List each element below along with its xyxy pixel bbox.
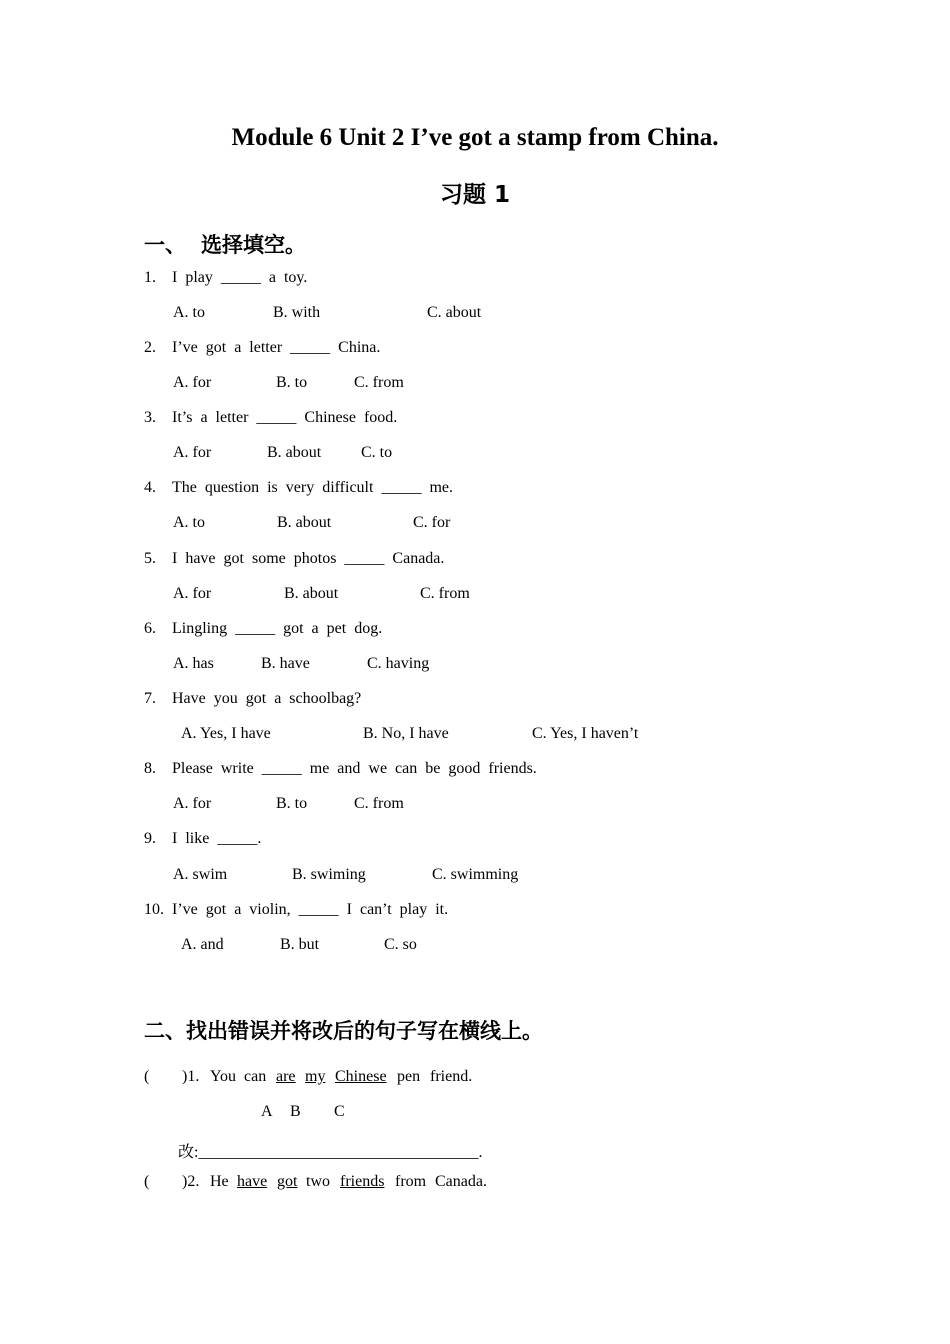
question-text: It’s a letter _____ Chinese food.: [172, 409, 398, 426]
word: from: [395, 1173, 427, 1190]
option-a: A. for: [173, 585, 212, 602]
question-text: I’ve got a violin, _____ I can’t play it.: [172, 901, 449, 918]
underlined-word-a: have: [237, 1173, 268, 1190]
question-text: Please write _____ me and we can be good friends.: [172, 760, 537, 777]
option-a: A. to: [173, 304, 205, 321]
question-number: 7.: [144, 690, 156, 707]
question-text: I have got some photos _____ Canada.: [172, 550, 445, 567]
word: Canada.: [435, 1173, 487, 1190]
question-text: I like _____.: [172, 830, 262, 847]
option-b: B. to: [276, 374, 308, 391]
underlined-word-c: friends: [340, 1173, 385, 1190]
section2-heading: 二、找出错误并将改后的句子写在横线上。: [144, 1019, 543, 1043]
word: can: [244, 1068, 267, 1085]
option-b: B. swiming: [292, 866, 366, 883]
answer-paren-open: (: [144, 1173, 150, 1190]
question-number: 3.: [144, 409, 156, 426]
question-text: I’ve got a letter _____ China.: [172, 339, 381, 356]
word: two: [306, 1173, 330, 1190]
option-b: B. but: [280, 936, 320, 953]
question-number: 2.: [144, 339, 156, 356]
option-a: A. Yes, I have: [181, 725, 271, 742]
underlined-word-b: my: [305, 1068, 326, 1085]
option-c: C. from: [354, 795, 404, 812]
section1-heading: 选择填空。: [201, 233, 306, 257]
option-c: C. from: [354, 374, 404, 391]
option-c: C. swimming: [432, 866, 519, 883]
underlined-word-c: Chinese: [335, 1068, 387, 1085]
option-a: A. for: [173, 374, 212, 391]
option-c: C. so: [384, 936, 417, 953]
item-number: )2.: [182, 1173, 200, 1190]
option-a: A. to: [173, 514, 205, 531]
option-b: B. about: [284, 585, 339, 602]
option-a: A. for: [173, 795, 212, 812]
underlined-word-a: are: [276, 1068, 296, 1085]
item-number: )1.: [182, 1068, 200, 1085]
option-b: B. No, I have: [363, 725, 449, 742]
word: friend.: [430, 1068, 473, 1085]
word: You: [210, 1068, 236, 1085]
option-c: C. to: [361, 444, 393, 461]
option-a: A. for: [173, 444, 212, 461]
option-c: C. about: [427, 304, 482, 321]
option-a: A. and: [181, 936, 224, 953]
question-number: 10.: [144, 901, 164, 918]
word: pen: [397, 1068, 421, 1085]
option-c: C. from: [420, 585, 470, 602]
option-a: A. has: [173, 655, 214, 672]
underlined-word-b: got: [277, 1173, 298, 1190]
option-a: A. swim: [173, 866, 228, 883]
question-text: I play _____ a toy.: [172, 269, 308, 286]
option-c: C. for: [413, 514, 451, 531]
question-number: 4.: [144, 479, 156, 496]
option-b: B. about: [277, 514, 332, 531]
question-number: 9.: [144, 830, 156, 847]
correction-line: 改:___________________________________.: [178, 1144, 483, 1161]
question-number: 5.: [144, 550, 156, 567]
option-b: B. to: [276, 795, 308, 812]
option-c: C. having: [367, 655, 430, 672]
word: He: [210, 1173, 229, 1190]
question-number: 6.: [144, 620, 156, 637]
option-c: C. Yes, I haven’t: [532, 725, 639, 742]
page-subtitle: 习题 1: [439, 182, 510, 208]
question-text: Lingling _____ got a pet dog.: [172, 620, 383, 637]
option-b: B. have: [261, 655, 310, 672]
label-a: A: [261, 1103, 273, 1120]
option-b: B. about: [267, 444, 322, 461]
question-number: 1.: [144, 269, 156, 286]
label-c: C: [334, 1103, 345, 1120]
question-text: The question is very difficult _____ me.: [172, 479, 453, 496]
label-b: B: [290, 1103, 301, 1120]
question-number: 8.: [144, 760, 156, 777]
page-title: Module 6 Unit 2 I’ve got a stamp from China.: [231, 124, 719, 151]
section1-number: 一、: [144, 233, 186, 257]
answer-paren-open: (: [144, 1068, 150, 1085]
question-text: Have you got a schoolbag?: [172, 690, 362, 707]
option-b: B. with: [273, 304, 321, 321]
